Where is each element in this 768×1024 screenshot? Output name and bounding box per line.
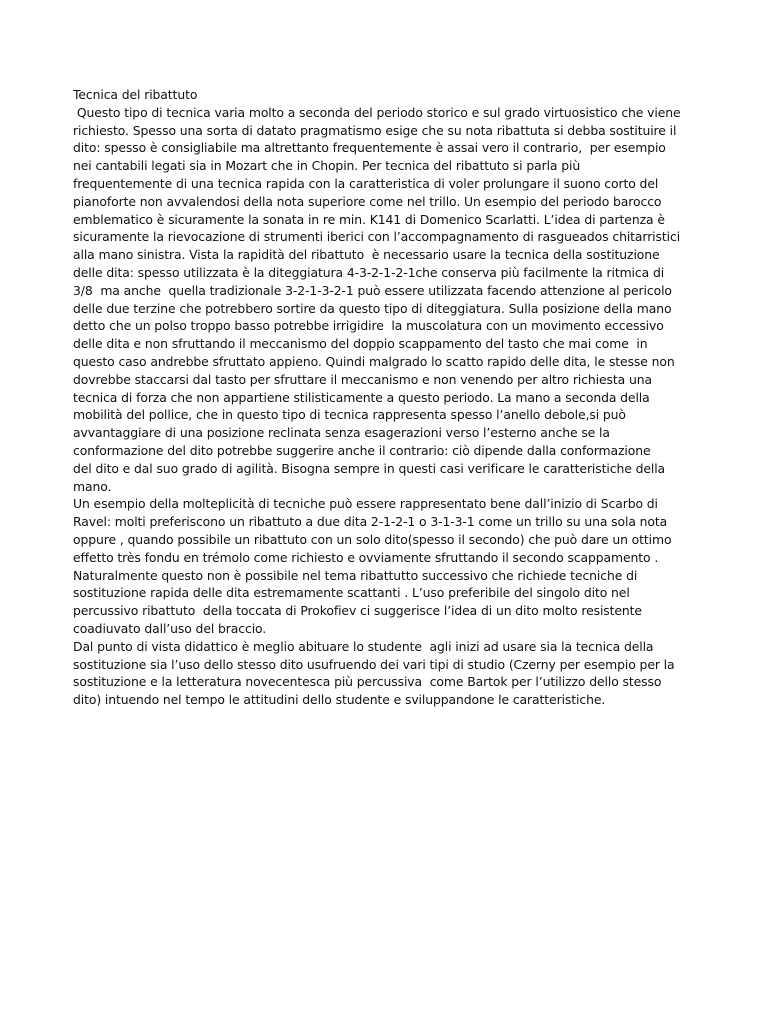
text-line: coadiuvato dall’uso del braccio. [73,620,267,636]
text-line: delle dita: spesso utilizzata è la diteggiatura 4-3-2-1-2-1che conserva più facilmente la ritmica di [73,264,665,280]
text-line: 3/8 ma anche quella tradizionale 3-2-1-3-2-1 può essere utilizzata facendo attenzione al pericolo [73,282,672,298]
text-line: delle due terzine che potrebbero sortire da questo tipo di diteggiatura. Sulla posizione della mano [73,300,672,316]
text-line: Questo tipo di tecnica varia molto a seconda del periodo storico e sul grado virtuosistico che viene [73,104,681,120]
text-line: Dal punto di vista didattico è meglio abituare lo studente agli inizi ad usare sia la tecnica della [73,638,654,654]
text-line: tecnica di forza che non appartiene stilisticamente a questo periodo. La mano a seconda della [73,389,650,405]
text-line: sostituzione rapida delle dita estremamente scattanti . L’uso preferibile del singolo dito nel [73,585,630,601]
text-line: alla mano sinistra. Vista la rapidità del ribattuto è necessario usare la tecnica della sostituzione [73,247,660,263]
text-line: Ravel: molti preferiscono un ribattuto a due dita 2-1-2-1 o 3-1-3-1 come un trillo su una sola nota [73,514,668,530]
text-line: percussivo ribattuto della toccata di Prokofiev ci suggerisce l’idea di un dito molto resistente [73,603,642,619]
text-line: delle dita e non sfruttando il meccanismo del doppio scappamento del tasto che mai come in [73,336,648,352]
text-line: questo caso andrebbe sfruttato appieno. Quindi malgrado lo scatto rapido delle dita, le stesse non [73,353,675,369]
text-line: pianoforte non avvalendosi della nota superiore come nel trillo. Un esempio del periodo barocco [73,193,662,209]
document-body [73,86,703,709]
text-line: richiesto. Spesso una sorta di datato pragmatismo esige che su nota ribattuta si debba sostituire il [73,122,677,138]
text-line: emblematico è sicuramente la sonata in re min. K141 di Domenico Scarlatti. L’idea di partenza è [73,211,665,227]
text-line: Naturalmente questo non è possibile nel tema ribattutto successivo che richiede tecniche di [73,567,638,583]
document-title: Tecnica del ribattuto [73,87,198,102]
text-line: effetto très fondu en trémolo come richiesto e ovviamente sfruttando il secondo scappamento . [73,549,659,565]
text-line: dito: spesso è consigliabile ma altrettanto frequentemente è assai vero il contrario, per esempio [73,140,666,156]
text-line: sicuramente la rievocazione di strumenti iberici con l’accompagnamento di rasgueados chitarristici [73,229,681,245]
text-line: conformazione del dito potrebbe suggerire anche il contrario: ciò dipende dalla conformazione [73,442,651,458]
text-line: sostituzione sia l’uso dello stesso dito usufruendo dei vari tipi di studio (Czerny per esempio per la [73,656,675,672]
text-line: mano. [73,478,112,494]
text-line: avvantaggiare di una posizione reclinata senza esagerazioni verso l’esterno anche se la [73,425,610,441]
text-line: oppure , quando possibile un ribattuto con un solo dito(spesso il secondo) che può dare un ottimo [73,531,672,547]
text-line: sostituzione e la letteratura novecentesca più percussiva come Bartok per l’utilizzo dello stesso [73,674,662,690]
text-line: mobilità del pollice, che in questo tipo di tecnica rappresenta spesso l’anello debole,si può [73,407,626,423]
text-line: nei cantabili legati sia in Mozart che in Chopin. Per tecnica del ribattuto si parla più [73,158,581,174]
text-line: dovrebbe staccarsi dal tasto per sfruttare il meccanismo e non venendo per altro richiesta una [73,371,652,387]
text-line: Un esempio della molteplicità di tecniche può essere rappresentato bene dall’inizio di Scarbo di [73,496,658,512]
text-line: detto che un polso troppo basso potrebbe irrigidire la muscolatura con un movimento eccessivo [73,318,664,334]
text-line: frequentemente di una tecnica rapida con la caratteristica di voler prolungare il suono corto del [73,175,659,191]
text-line: del dito e dal suo grado di agilità. Bisogna sempre in questi casi verificare le caratteristiche della [73,460,666,476]
text-line: dito) intuendo nel tempo le attitudini dello studente e sviluppandone le caratteristiche. [73,692,606,708]
